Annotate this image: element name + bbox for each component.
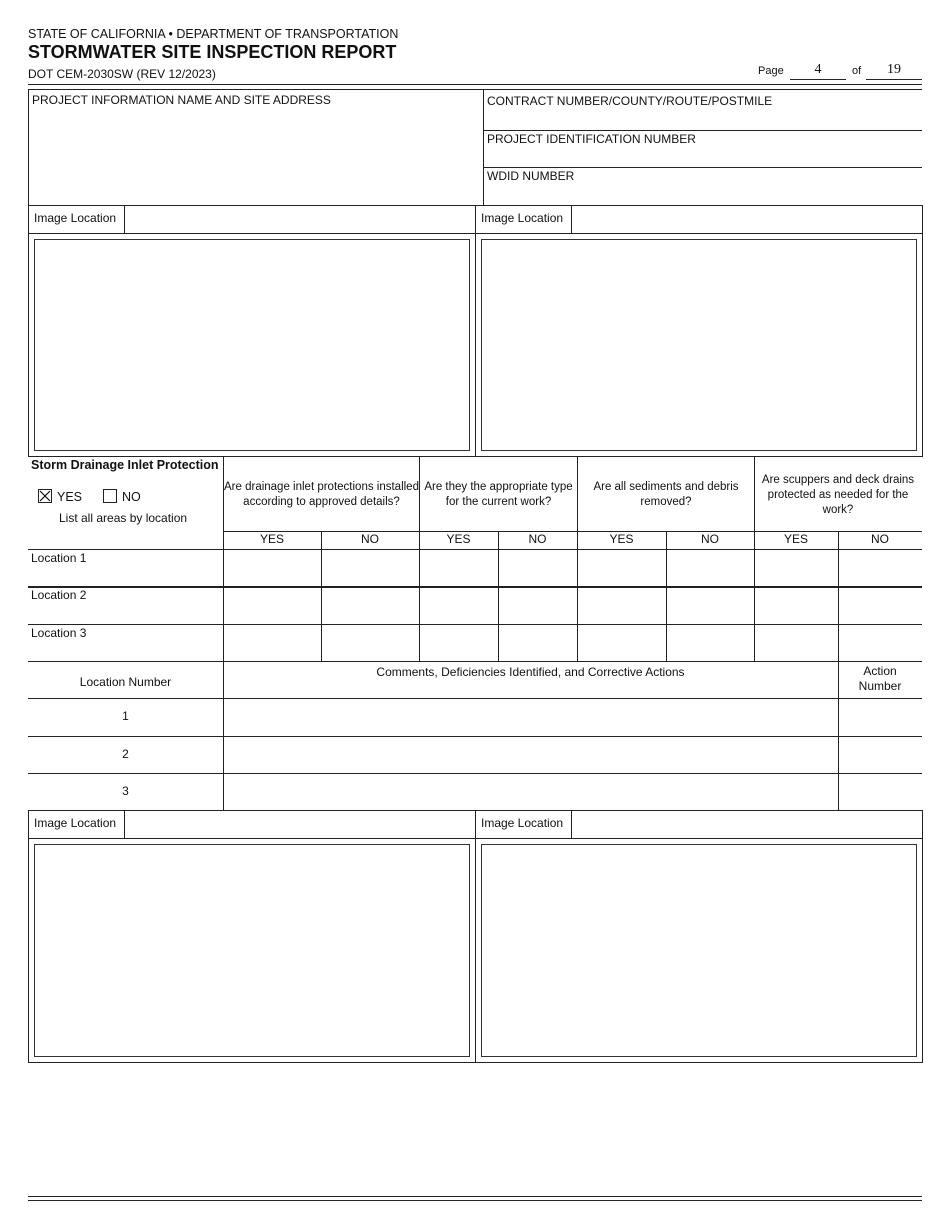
image-location-sep-1 [124, 205, 125, 233]
inlet-question-4: Are scuppers and deck drains protected as needed for the work? [761, 473, 915, 516]
action-number-field-1[interactable] [839, 699, 922, 735]
agency-line: STATE OF CALIFORNIA • DEPARTMENT OF TRANSPORTATION [28, 27, 399, 41]
q1-yes-header: YES [259, 532, 284, 546]
inlet-instruction: List all areas by location [59, 511, 188, 525]
top-rule-inner [28, 89, 922, 90]
inlet-question-2: Are they the appropriate type for the current work? [424, 481, 573, 508]
comments-header: Comments, Deficiencies Identified, and Corrective Actions [376, 665, 685, 679]
q2-yes-header: YES [446, 532, 471, 546]
location-number-header: Location Number [79, 675, 172, 689]
image-location-input-1[interactable] [126, 207, 472, 231]
top-image-header-rule [28, 233, 923, 234]
page-label: Page [758, 65, 784, 77]
project-info-label: PROJECT INFORMATION NAME AND SITE ADDRESS [32, 93, 331, 107]
project-info-field[interactable] [30, 110, 480, 202]
project-divider [483, 89, 484, 205]
image-location-input-4[interactable] [573, 812, 920, 836]
image-location-label-4: Image Location [481, 816, 564, 830]
bottom-image-divider [475, 810, 476, 1063]
inlet-no-label: NO [122, 490, 141, 504]
image-location-input-2[interactable] [573, 207, 920, 231]
contract-underline [484, 130, 922, 131]
image-location-label-3: Image Location [34, 816, 117, 830]
inlet-answer-grid[interactable] [224, 550, 922, 661]
q3-no-header: NO [701, 532, 719, 546]
comment-field-1[interactable] [224, 699, 837, 735]
page-number-field[interactable]: 4 [790, 62, 846, 80]
inlet-question-3: Are all sediments and debris removed? [593, 481, 739, 508]
bottom-image-header-rule [28, 838, 923, 839]
location-label-1: Location 1 [31, 551, 87, 565]
inlet-yes-label: YES [57, 490, 83, 504]
image-placeholder-1[interactable] [34, 239, 470, 451]
q2-no-header: NO [528, 532, 547, 546]
project-id-underline [484, 167, 922, 168]
comment-row-number-1: 1 [122, 709, 129, 723]
q3-yes-header: YES [609, 532, 634, 546]
image-placeholder-3[interactable] [34, 844, 470, 1057]
image-location-sep-4 [571, 810, 572, 838]
page-total-field[interactable]: 19 [866, 62, 922, 80]
comment-row-number-2: 2 [122, 747, 129, 761]
location-label-3: Location 3 [31, 626, 87, 640]
contract-number-field[interactable] [485, 110, 922, 128]
form-number: DOT CEM-2030SW (REV 12/2023) [28, 67, 216, 81]
top-rule [28, 84, 922, 85]
inlet-no-checkbox[interactable] [103, 489, 117, 503]
image-location-label-1: Image Location [34, 211, 117, 225]
image-location-label-2: Image Location [481, 211, 564, 225]
wdid-field[interactable] [485, 184, 922, 202]
action-number-field-2[interactable] [839, 737, 922, 772]
inlet-question-1: Are drainage inlet protections installed according to approved details? [224, 481, 419, 508]
of-label: of [852, 65, 862, 77]
comment-field-2[interactable] [224, 737, 837, 772]
inlet-section-title: Storm Drainage Inlet Protection [31, 458, 219, 472]
image-placeholder-2[interactable] [481, 239, 917, 451]
form-title: STORMWATER SITE INSPECTION REPORT [28, 42, 397, 62]
image-location-sep-2 [571, 205, 572, 233]
project-id-field[interactable] [485, 147, 922, 165]
location-row-rule-4 [28, 661, 922, 662]
comment-field-3[interactable] [224, 774, 837, 809]
footer-rule-1 [28, 1196, 922, 1197]
q1-no-header: NO [361, 532, 379, 546]
contract-number-label: CONTRACT NUMBER/COUNTY/ROUTE/POSTMILE [487, 94, 773, 108]
project-left-border [28, 89, 29, 205]
image-location-sep-3 [124, 810, 125, 838]
q4-no-header: NO [871, 532, 889, 546]
footer-rule-2 [28, 1200, 922, 1201]
action-number-header: Action Number [858, 664, 902, 693]
action-number-field-3[interactable] [839, 774, 922, 809]
wdid-label: WDID NUMBER [487, 169, 575, 183]
comment-row-number-3: 3 [122, 784, 129, 798]
q4-yes-header: YES [783, 532, 808, 546]
image-placeholder-4[interactable] [481, 844, 917, 1057]
image-location-input-3[interactable] [126, 812, 472, 836]
inlet-yes-checkbox[interactable] [38, 489, 52, 503]
location-label-2: Location 2 [31, 588, 87, 602]
checkmark-x-icon [39, 490, 51, 502]
project-id-label: PROJECT IDENTIFICATION NUMBER [487, 132, 696, 146]
top-image-divider [475, 205, 476, 457]
